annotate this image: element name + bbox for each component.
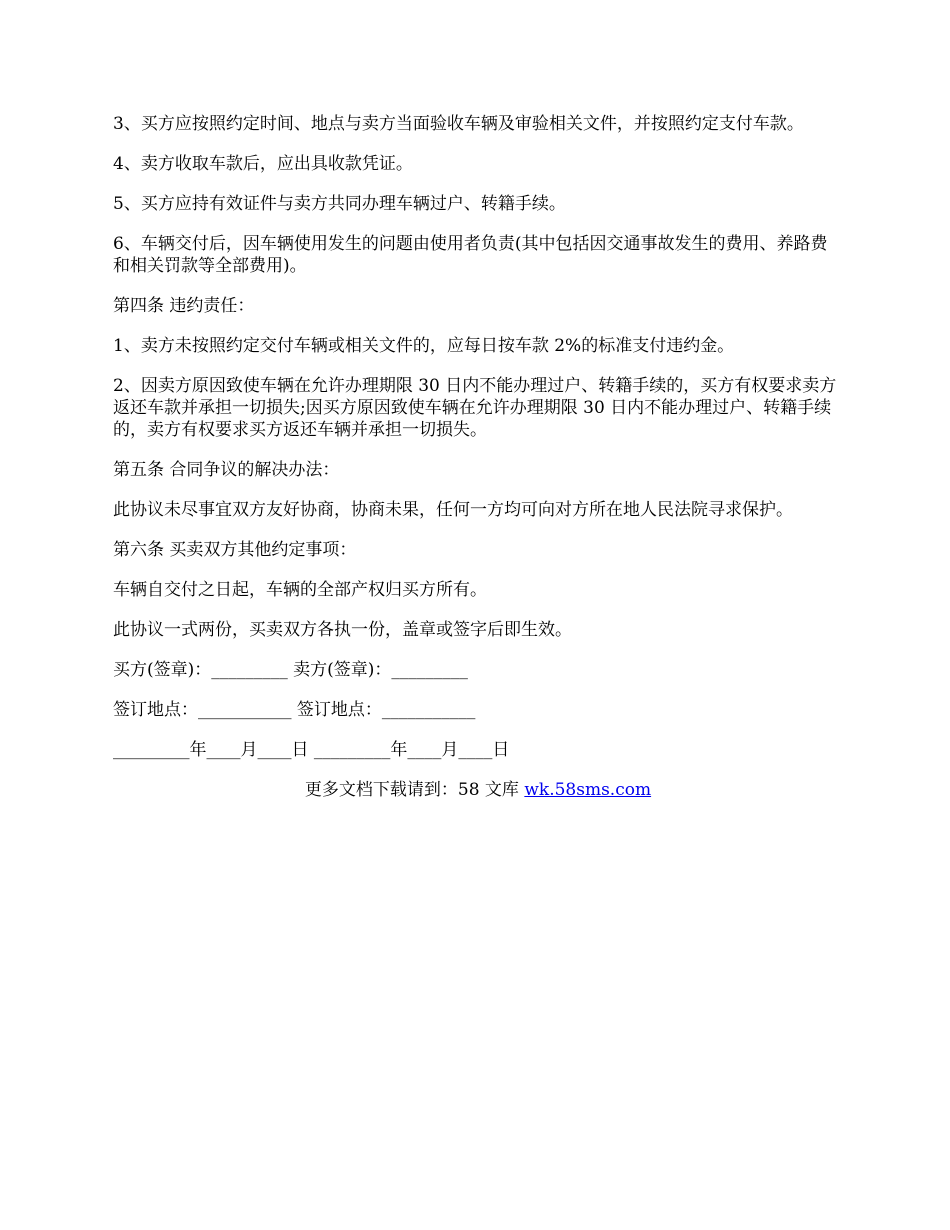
dispute-resolution-paragraph: 此协议未尽事宜双方友好协商，协商未果，任何一方均可向对方所在地人民法院寻求保护。 — [113, 500, 793, 520]
date-line: _________年____月____日 _________年____月____日 — [113, 740, 510, 760]
article-5-heading: 第五条 合同争议的解决办法： — [113, 460, 340, 480]
clause-4-paragraph: 4、卖方收取车款后，应出具收款凭证。 — [113, 154, 413, 174]
copies-paragraph: 此协议一式两份，买卖双方各执一份，盖章或签字后即生效。 — [113, 620, 572, 640]
breach-clause-1: 1、卖方未按照约定交付车辆或相关文件的，应每日按车款 2%的标准支付违约金。 — [113, 336, 735, 356]
footer-note — [113, 779, 843, 801]
article-6-heading: 第六条 买卖双方其他约定事项： — [113, 540, 357, 560]
breach-clause-2: 2、因卖方原因致使车辆在允许办理期限 30 日内不能办理过户、转籍手续的，买方有权要求卖方返还车款并承担一切损失;因买方原因致使车辆在允许办理期限 30 日内不能办理过户、转籍手续的，卖方有权要求买方返还车辆并承担一切损失。 — [113, 376, 837, 440]
document-page — [113, 113, 843, 819]
signature-line: 买方(签章)：_________ 卖方(签章)：_________ — [113, 660, 468, 680]
clause-5-paragraph: 5、买方应持有效证件与卖方共同办理车辆过户、转籍手续。 — [113, 194, 566, 214]
article-4-heading: 第四条 违约责任： — [113, 296, 255, 316]
clause-3-paragraph: 3、买方应按照约定时间、地点与卖方当面验收车辆及审验相关文件，并按照约定支付车款。 — [113, 114, 804, 134]
footer-text: 更多文档下载请到：58 文库 — [304, 780, 525, 800]
signing-place-line: 签订地点：___________ 签订地点：___________ — [113, 700, 476, 720]
clause-6-paragraph: 6、车辆交付后，因车辆使用发生的问题由使用者负责(其中包括因交通事故发生的费用、养路费和相关罚款等全部费用)。 — [113, 234, 828, 276]
footer-link[interactable]: wk.58sms.com — [524, 780, 652, 800]
ownership-paragraph: 车辆自交付之日起，车辆的全部产权归买方所有。 — [113, 580, 487, 600]
